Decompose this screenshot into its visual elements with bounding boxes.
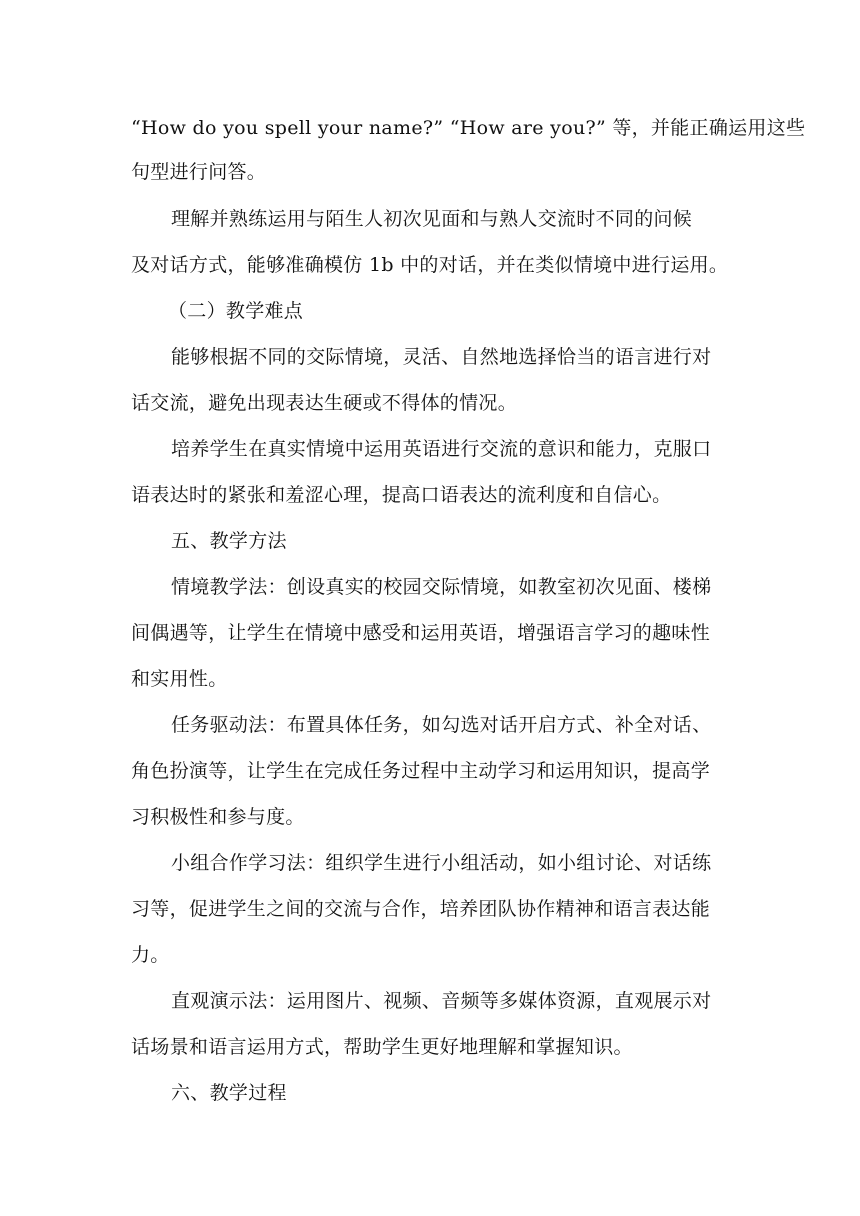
paragraph-line: 能够根据不同的交际情境，灵活、自然地选择恰当的语言进行对 [171, 346, 712, 368]
paragraph-line: “How do you spell your name?” “How are you?” 等，并能正确运用这些 [131, 117, 806, 139]
paragraph-line: 直观演示法：运用图片、视频、音频等多媒体资源，直观展示对 [171, 990, 712, 1012]
paragraph-line: 习等，促进学生之间的交流与合作，培养团队协作精神和语言表达能 [131, 898, 711, 920]
section-heading: 五、教学方法 [171, 530, 287, 552]
paragraph-line: 角色扮演等，让学生在完成任务过程中主动学习和运用知识，提高学 [131, 760, 711, 782]
paragraph-line: 任务驱动法：布置具体任务，如勾选对话开启方式、补全对话、 [171, 714, 712, 736]
paragraph-line: 及对话方式，能够准确模仿 1b 中的对话，并在类似情境中进行运用。 [131, 254, 729, 276]
paragraph-line: 小组合作学习法：组织学生进行小组活动，如小组讨论、对话练 [171, 852, 712, 874]
paragraph-line: 情境教学法：创设真实的校园交际情境，如教室初次见面、楼梯 [171, 576, 712, 598]
section-heading: （二）教学难点 [168, 300, 304, 322]
paragraph-line: 理解并熟练运用与陌生人初次见面和与熟人交流时不同的问候 [171, 208, 693, 230]
paragraph-line: 句型进行问答。 [131, 161, 267, 183]
paragraph-line: 和实用性。 [131, 668, 228, 690]
paragraph-line: 话交流，避免出现表达生硬或不得体的情况。 [131, 392, 518, 414]
paragraph-line: 话场景和语言运用方式，帮助学生更好地理解和掌握知识。 [131, 1036, 633, 1058]
section-heading: 六、教学过程 [171, 1082, 287, 1104]
paragraph-line: 语表达时的紧张和羞涩心理，提高口语表达的流利度和自信心。 [131, 484, 672, 506]
paragraph-line: 习积极性和参与度。 [131, 806, 305, 828]
paragraph-line: 间偶遇等，让学生在情境中感受和运用英语，增强语言学习的趣味性 [131, 622, 711, 644]
paragraph-line: 力。 [131, 944, 170, 966]
paragraph-line: 培养学生在真实情境中运用英语进行交流的意识和能力，克服口 [171, 438, 712, 460]
